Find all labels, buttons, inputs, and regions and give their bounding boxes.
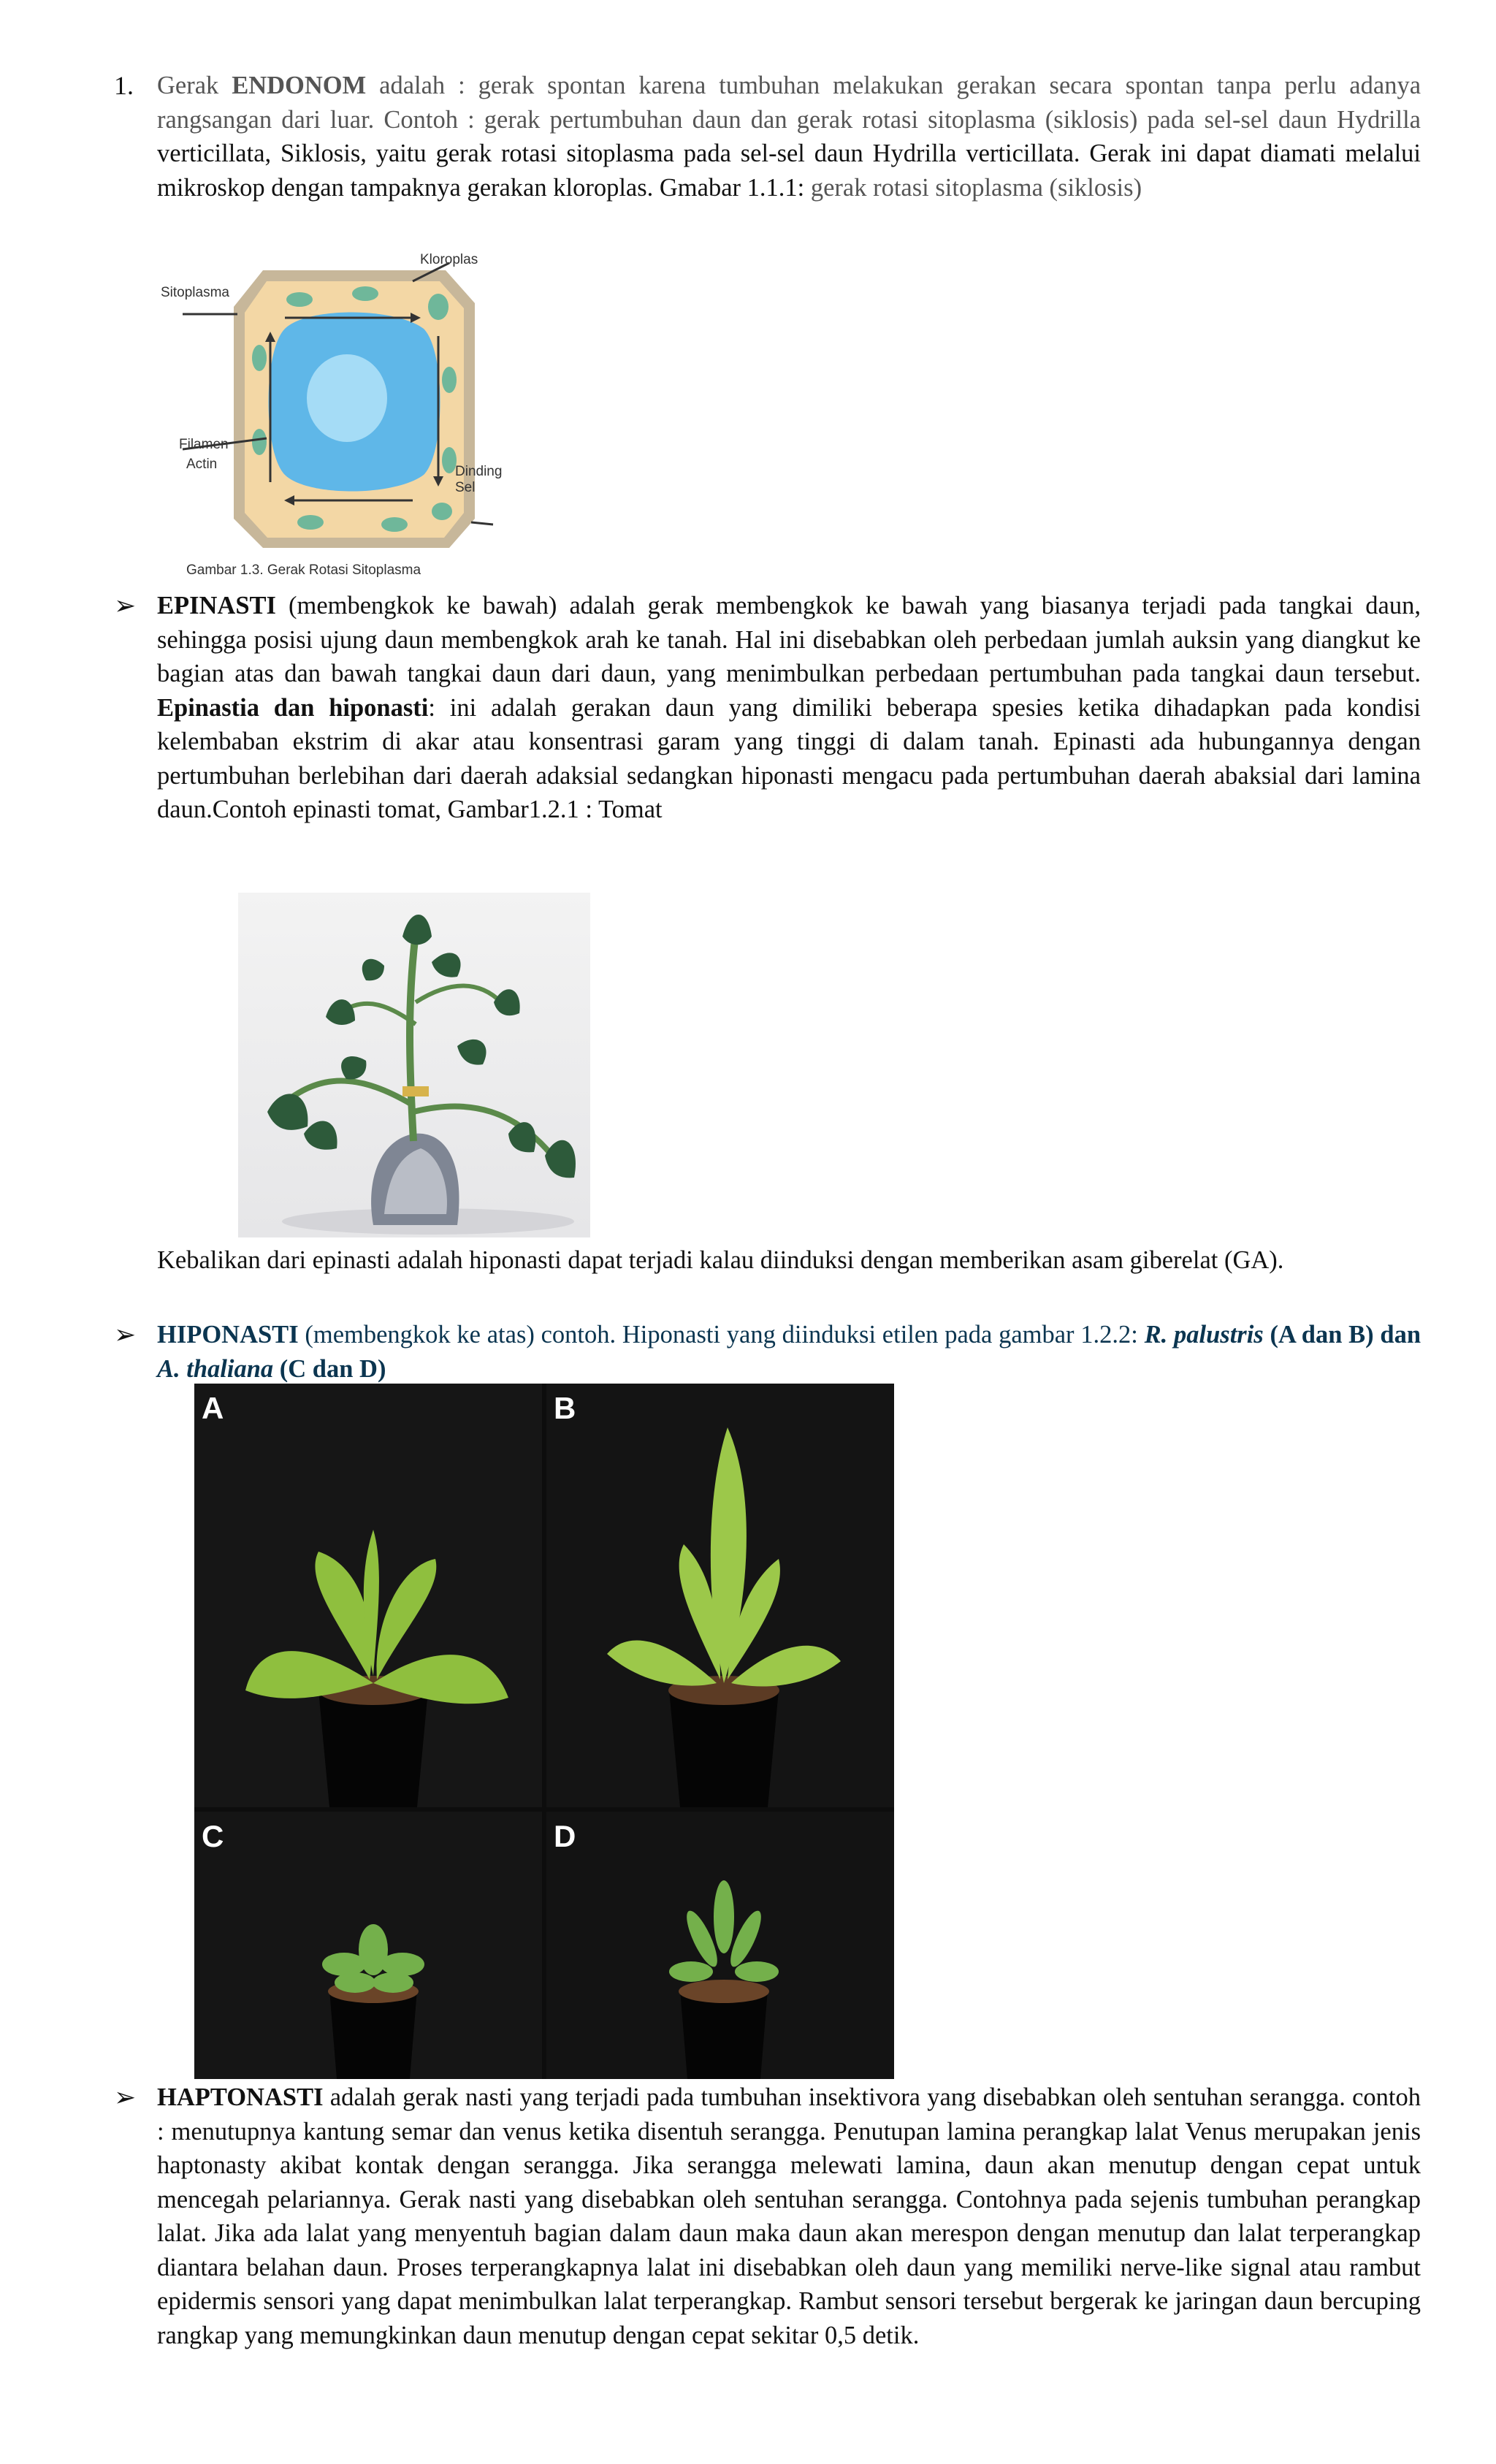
endonom-term: ENDONOM bbox=[232, 72, 367, 99]
panel-label-d: D bbox=[554, 1819, 576, 1853]
endonom-text: verticillata, Siklosis, yaitu gerak rotasi sitoplasma pada sel-sel daun Hydrilla verticillata. Gerak ini dapat diamati melalui mikroskop dengan tampaknya gerakan kloroplas. Gmabar 1.1.1: bbox=[157, 140, 1421, 202]
epinasti-text2: : ini adalah gerakan daun yang dimiliki beberapa spesies ketika dihadapkan pada kondisi kelembaban ekstrim di akar atau konsentrasi garam yang tinggi di dalam tanah. Epinasti ada hubungannya dengan pertumbuhan berlebihan dari daerah adaksial sedangkan hiponasti mengacu pada pertumbuhan daerah abaksial dari lamina daun.Contoh epinasti tomat, Gambar1.2.1 : Tomat bbox=[157, 693, 1421, 823]
hiponasti-text2: (A dan B) dan bbox=[1263, 1321, 1421, 1349]
haptonasti-text: adalah gerak nasti yang terjadi pada tumbuhan insektivora yang disebabkan oleh sentuhan serangga. contoh : menutupnya kantung semar dan venus ketika disentuh serangga. Penutupan lamina perangkap lalat Venus merupakan jenis haptonasty akibat kontak dengan serangga. Jika serangga melewati lamina, daun akan menutup dengan cepat untuk mencegah pelariannya. Gerak nasti yang disebabkan oleh sentuhan serangga. Contohnya pada sejenis tumbuhan perangkap lalat. Jika ada lalat yang menyentuh bagian dalam daun maka daun akan merespon dengan menutup dan lalat terperangkap diantara belahan daun. Proses terperangkapnya lalat ini disebabkan oleh daun yang memiliki nerve-like signal atau rambut epidermis sensori yang dapat menimbulkan lalat terperangkap. Rambut sensori tersebut bergerak ke jaringan daun bercuping rangkap yang memungkinkan daun menutup dengan cepat sekitar 0,5 detik. bbox=[157, 2083, 1421, 2349]
endonom-text-gray: adalah : gerak spontan karena tumbuhan melakukan gerakan secara spontan tanpa perlu adanya rangsangan dari luar. Contoh : gerak pertumbuhan daun dan gerak rotasi sitoplasma (siklosis) pada sel-sel daun Hydrilla bbox=[157, 72, 1421, 134]
bullet-arrow: ➢ bbox=[114, 1320, 137, 1349]
label-actin: Actin bbox=[186, 457, 218, 472]
label-dinding-sel: Dinding Sel bbox=[455, 464, 503, 495]
panel-label-b: B bbox=[554, 1391, 576, 1425]
haptonasti-term: HAPTONASTI bbox=[157, 2083, 324, 2111]
haptonasti-paragraph bbox=[157, 2080, 1421, 2352]
label-sitoplasma: Sitoplasma bbox=[161, 285, 229, 300]
epinastia-term: Epinastia dan hiponasti bbox=[157, 693, 429, 722]
hiponasti-text3: (C dan D) bbox=[273, 1354, 386, 1383]
panel-label-a: A bbox=[202, 1391, 224, 1425]
list-number: 1. bbox=[114, 71, 134, 100]
species-r-palustris: R. palustris bbox=[1144, 1321, 1264, 1349]
endonom-lead: Gerak bbox=[157, 72, 232, 99]
epinasti-paragraph bbox=[157, 589, 1421, 827]
cell-rotation-figure bbox=[153, 248, 519, 584]
plant-panels bbox=[194, 1384, 894, 2079]
hiponasti-term: HIPONASTI bbox=[157, 1321, 299, 1349]
epinasti-term: EPINASTI bbox=[157, 592, 276, 619]
bullet-arrow: ➢ bbox=[114, 591, 137, 620]
hyponasty-photo-grid bbox=[194, 1384, 894, 2079]
endonom-figure-ref: gerak rotasi sitoplasma (siklosis) bbox=[804, 173, 1142, 202]
bullet-arrow: ➢ bbox=[114, 2083, 137, 2112]
epinasti-text1: (membengkok ke bawah) adalah gerak membengkok ke bawah yang biasanya terjadi pada tangkai daun, sehingga posisi ujung daun membengkok arah ke tanah. Hal ini disebabkan oleh perbedaan jumlah auksin yang diangkut ke bagian atas dan bawah tangkai daun dari daun, yang menimbulkan perbedaan pertumbuhan pada tangkai daun tersebut. bbox=[157, 592, 1421, 687]
figure1-caption: Gambar 1.3. Gerak Rotasi Sitoplasma bbox=[186, 562, 421, 578]
panel-label-c: C bbox=[202, 1819, 224, 1853]
label-kloroplas: Kloroplas bbox=[420, 252, 478, 267]
hiponasti-text1: (membengkok ke atas) contoh. Hiponasti yang diinduksi etilen pada gambar 1.2.2: bbox=[298, 1321, 1145, 1349]
species-a-thaliana: A. thaliana bbox=[157, 1354, 274, 1383]
tomato-photo bbox=[238, 893, 590, 1237]
endonom-paragraph bbox=[157, 69, 1421, 205]
hiponasti-paragraph bbox=[157, 1318, 1421, 1386]
label-filamen: Filamen bbox=[179, 437, 229, 452]
tomato-plant-illustration bbox=[238, 893, 590, 1237]
epinasti-after-paragraph: Kebalikan dari epinasti adalah hiponasti dapat terjadi kalau diinduksi dengan memberikan asam giberelat (GA). bbox=[157, 1246, 1284, 1274]
